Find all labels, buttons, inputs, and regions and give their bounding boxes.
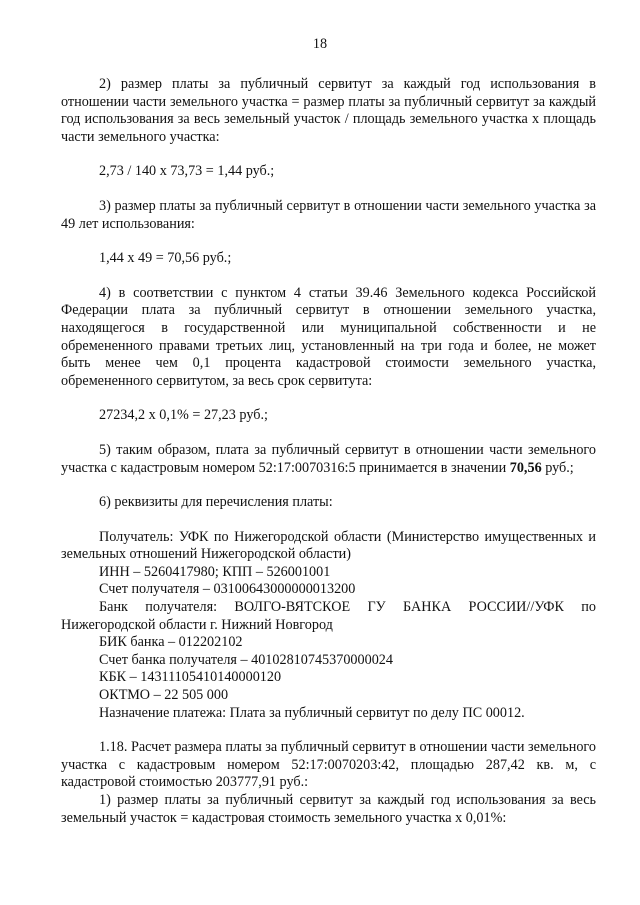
- conclusion-text: 5) таким образом, плата за публичный сервитут в отношении части земельного участка с кадастровым номером 52:17:0070316:5 принимается в значении: [61, 441, 596, 476]
- requisite-account: Счет получателя – 03100643000000013200: [99, 581, 356, 598]
- section-heading-1-18: 1.18. Расчет размера платы за публичный сервитут в отношении части земельного участка с кадастровым номером 52:17:0070203:42, площадью 287,42 кв. м, с кадастровой стоимостью 203777,91 руб.:: [61, 739, 596, 791]
- formula-49-years: 1,44 х 49 = 70,56 руб.;: [99, 250, 232, 267]
- requisite-recipient: Получатель: УФК по Нижегородской области (Министерство имущественных и земельных отношений Нижегородской области): [61, 528, 596, 563]
- requisite-bank-account: Счет банка получателя – 40102810745370000024: [99, 651, 393, 668]
- requisite-oktmo: ОКТМО – 22 505 000: [99, 687, 229, 704]
- paragraph-part-6: 6) реквизиты для перечисления платы:: [99, 494, 333, 511]
- conclusion-unit: руб.;: [545, 459, 574, 476]
- formula-area-fraction: 2,73 / 140 х 73,73 = 1,44 руб.;: [99, 163, 275, 180]
- paragraph-part-1: 1) размер платы за публичный сервитут за каждый год использования за весь земельный участок = кадастровая стоимость земельного участка х 0,01%:: [61, 792, 596, 826]
- requisite-purpose: Назначение платежа: Плата за публичный сервитут по делу ПС 00012.: [99, 704, 525, 721]
- page-number: 18: [312, 36, 328, 52]
- requisite-kbk: КБК – 14311105410140000120: [99, 669, 282, 686]
- formula-minimum: 27234,2 х 0,1% = 27,23 руб.;: [99, 407, 268, 424]
- requisite-bank: Банк получателя: ВОЛГО-ВЯТСКОЕ ГУ БАНКА РОССИИ//УФК по Нижегородской области г. Нижний Новгород: [61, 599, 596, 633]
- final-amount: 70,56: [509, 459, 542, 476]
- payment-requisites: [61, 529, 596, 723]
- paragraph-part-4: 4) в соответствии с пунктом 4 статьи 39.46 Земельного кодекса Российской Федерации плата за публичный сервитут в отношении земельного участка, находящегося в государственной или муниципальной собственности и не обремененного правами третьих лиц, установленный на три года и более, не может быть менее чем 0,1 процента кадастровой стоимости земельного участка, обремененного сервитутом, за весь срок сервитута:: [61, 284, 596, 389]
- paragraph-part-2: 2) размер платы за публичный сервитут за каждый год использования в отношении части земельного участка = размер платы за публичный сервитут за каждый год использования за весь земельный участок / площадь земельного участка х площадь части земельного участка:: [61, 76, 596, 145]
- document-body: [61, 76, 596, 827]
- requisite-bik: БИК банка – 012202102: [99, 634, 243, 651]
- requisite-inn-kpp: ИНН – 5260417980; КПП – 526001001: [99, 563, 331, 580]
- paragraph-part-5: [61, 442, 596, 477]
- paragraph-part-3: 3) размер платы за публичный сервитут в отношении части земельного участка за 49 лет использования:: [61, 197, 596, 232]
